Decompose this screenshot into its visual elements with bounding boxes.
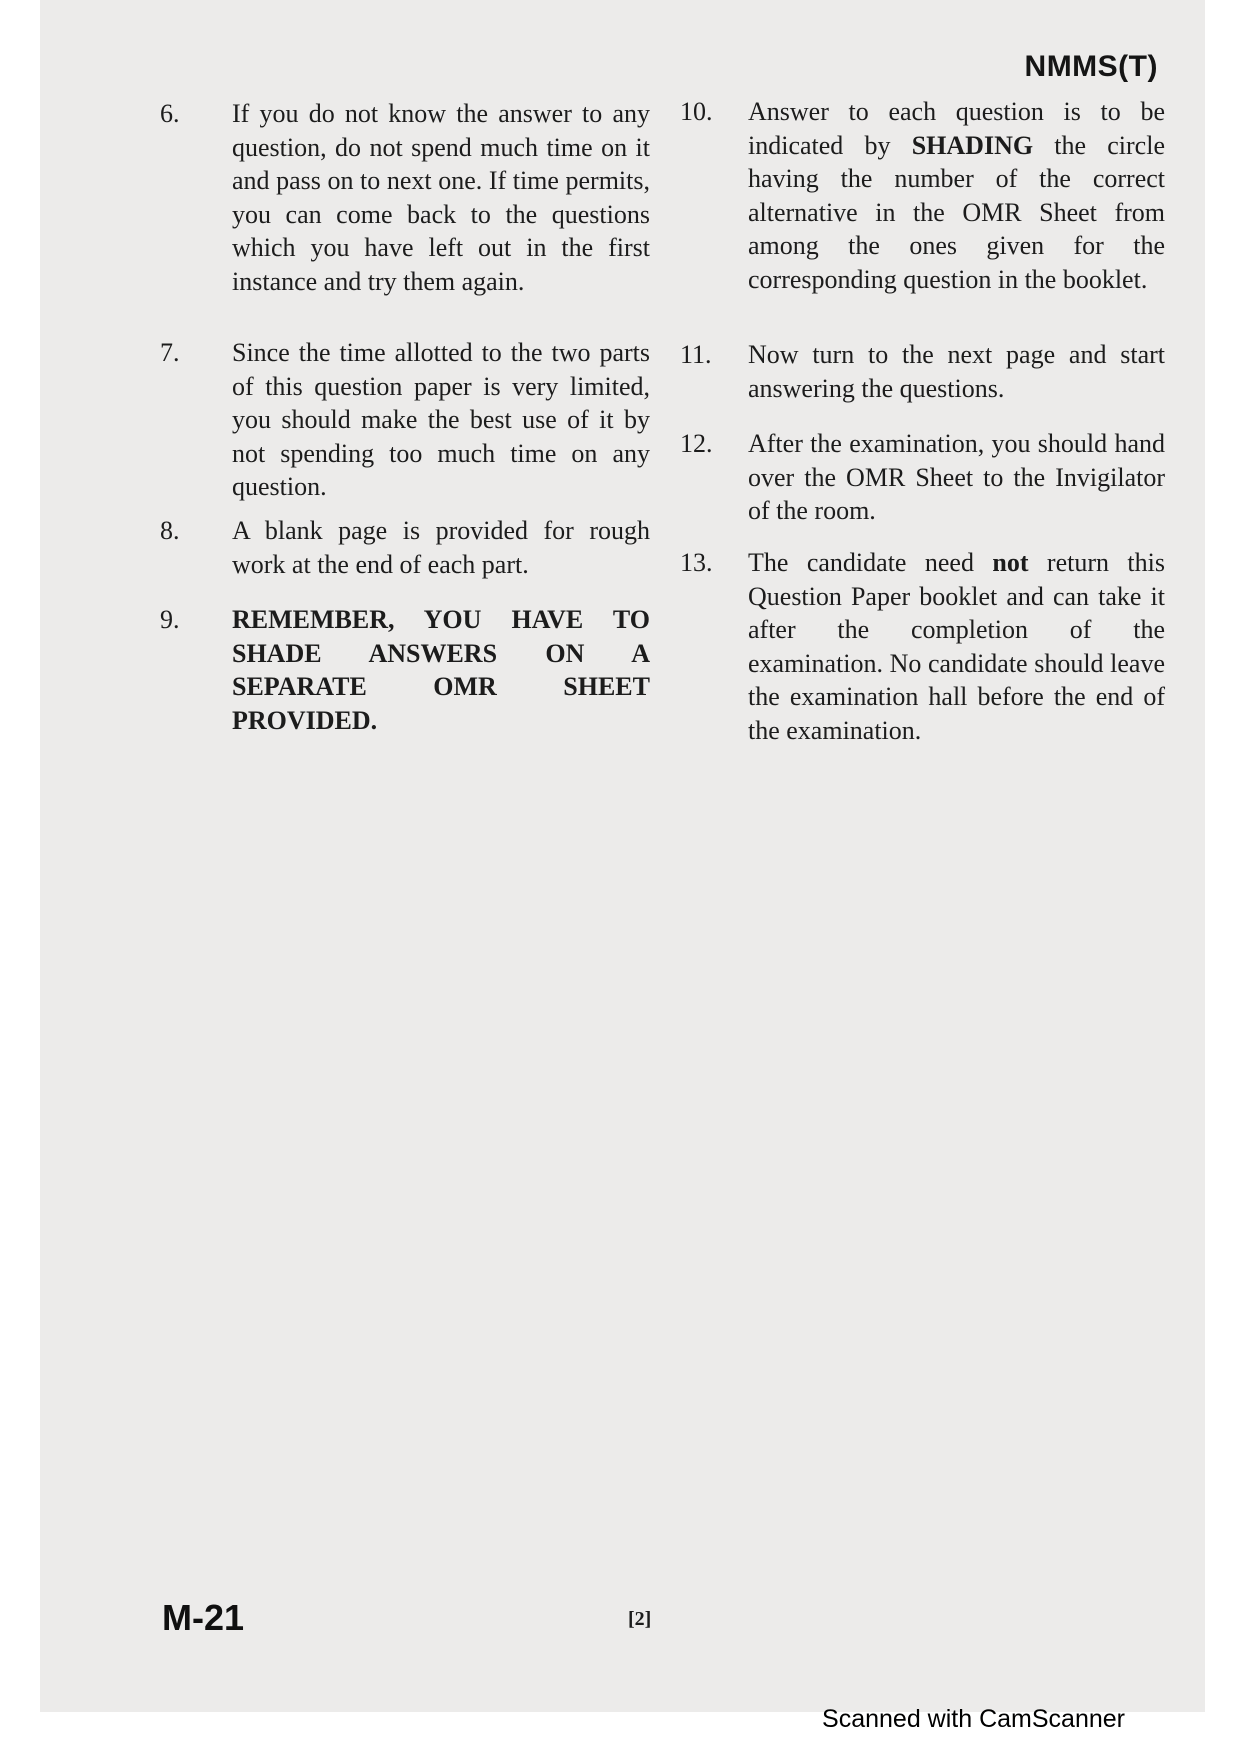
instruction-text-emphasis: not [992, 548, 1029, 577]
instruction-number: 10. [680, 97, 713, 126]
instruction-text: Since the time allotted to the two parts of this question paper is very limited, you should make the best use of it by not spending too much time on any question. [232, 338, 650, 501]
instruction-text [748, 546, 1165, 747]
scanner-watermark: Scanned with CamScanner [822, 1705, 1125, 1733]
instruction-text: After the examination, you should hand over the OMR Sheet to the Invigilator of the room. [748, 429, 1165, 525]
instruction-number: 8. [160, 516, 180, 545]
instruction-text-part: Answer to each question is to be indicated by [748, 97, 1165, 160]
instruction-number: 13. [680, 548, 713, 577]
instruction-text [748, 95, 1165, 296]
instruction-text-part: return this Question Paper booklet and can take it after the completion of the examination. No candidate should leave the examination hall before the end of the examination. [748, 548, 1165, 745]
paper-code-header: NMMS(T) [1024, 50, 1158, 83]
instruction-text-part: The candidate need [748, 548, 993, 577]
instruction-text-part: the circle having the number of the correct alternative in the OMR Sheet from among the ones given for the corresponding question in the booklet. [748, 130, 1165, 294]
instruction-text: Now turn to the next page and start answering the questions. [748, 340, 1165, 403]
instruction-number: 11. [680, 340, 712, 369]
instruction-number: 12. [680, 429, 713, 458]
instruction-text: A blank page is provided for rough work at the end of each part. [232, 516, 650, 579]
paper-code-footer: M-21 [162, 1597, 245, 1638]
instruction-number: 6. [160, 99, 180, 128]
instruction-number: 7. [160, 338, 180, 367]
instruction-text-emphasis: SHADING [911, 130, 1034, 160]
instruction-number: 9. [160, 605, 180, 634]
page-number: [2] [628, 1608, 652, 1630]
instruction-text: REMEMBER, YOU HAVE TO SHADE ANSWERS ON A SEPARATE OMR SHEET PROVIDED. [232, 605, 650, 735]
instruction-text: If you do not know the answer to any question, do not spend much time on it and pass on to next one. If time permits, you can come back to the questions which you have left out in the first instance and try them again. [232, 99, 650, 296]
